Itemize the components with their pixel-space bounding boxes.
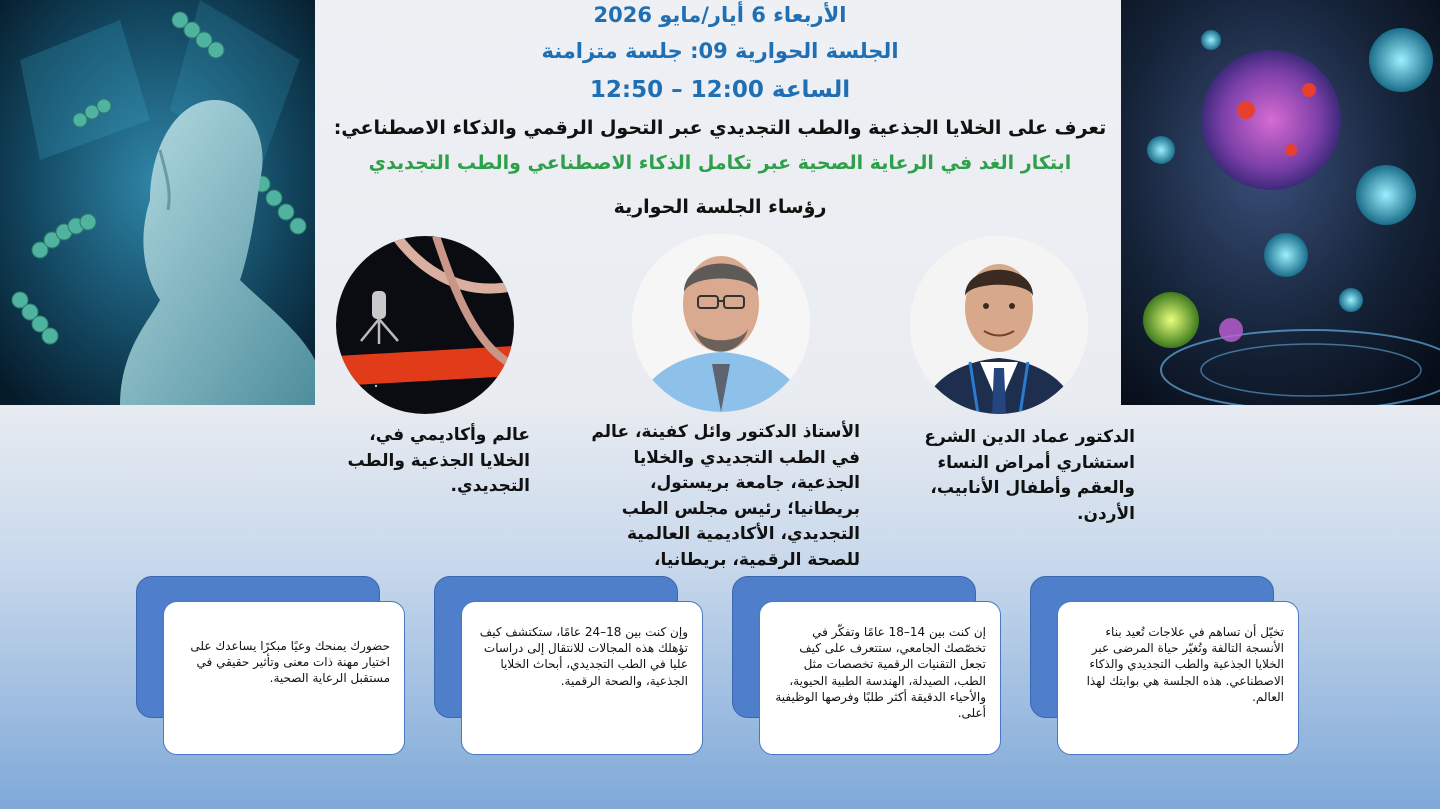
event-date: الأربعاء 6 أيار/مايو 2026 xyxy=(593,3,847,27)
speaker-photo-1 xyxy=(910,236,1088,414)
speaker-bio-2: الأستاذ الدكتور وائل كفينة، عالم في الطب التجديدي والخلايا الجذعية، جامعة بريستول، بريطانيا؛ رئيس مجلس الطب التجديدي، الأكاديمية العالمية للصحة الرقمية، بريطانيا، xyxy=(591,422,860,570)
speaker-photo-2 xyxy=(632,234,810,412)
virus-cells-illustration xyxy=(1121,0,1440,405)
dna-robot-photo xyxy=(336,236,514,414)
speaker-bio-3: عالم وأكاديمي في، الخلايا الجذعية والطب التجديدي. xyxy=(347,425,530,496)
human-bacteria-illustration xyxy=(0,0,315,405)
session-title: تعرف على الخلايا الجذعية والطب التجديدي عبر التحول الرقمي والذكاء الاصطناعي: xyxy=(333,117,1107,139)
info-card-4: حضورك يمنحك وعيًا مبكرًا يساعدك على اختيار مهنة ذات معنى وتأثير حقيقي في مستقبل الرعاية الصحية. xyxy=(163,601,405,755)
session-subtitle: ابتكار الغد في الرعاية الصحية عبر تكامل الذكاء الاصطناعي والطب التجديدي xyxy=(368,152,1072,174)
session-label: الجلسة الحوارية 09: جلسة متزامنة xyxy=(541,39,899,63)
info-card-2: إن كنت بين 14–18 عامًا وتفكّر في تخصّصك الجامعي، ستتعرف على كيف تجعل التقنيات الرقمية تخصصات مثل الطب، الصيدلة، الهندسة الطبية الحيوية، والأحياء الدقيقة أكثر طلبًا وفرصها الوظيفية أعلى. xyxy=(759,601,1001,755)
info-card-3: وإن كنت بين 18–24 عامًا، ستكتشف كيف تؤهلك هذه المجالات للانتقال إلى دراسات عليا في الطب التجديدي، أبحاث الخلايا الجذعية، والصحة الرقمية. xyxy=(461,601,703,755)
chairs-heading: رؤساء الجلسة الحوارية xyxy=(613,196,827,218)
session-time: الساعة 12:00 – 12:50 xyxy=(589,77,851,103)
speaker-bio-1: الدكتور عماد الدين الشرع استشاري أمراض النساء والعقم وأطفال الأنابيب، الأردن. xyxy=(924,427,1135,524)
info-card-1: تخيّل أن تساهم في علاجات تُعيد بناء الأنسجة التالفة وتُغيّر حياة المرضى عبر الخلايا الجذعية والطب التجديدي والذكاء الاصطناعي. هذه الجلسة هي بوابتك لهذا العالم. xyxy=(1057,601,1299,755)
